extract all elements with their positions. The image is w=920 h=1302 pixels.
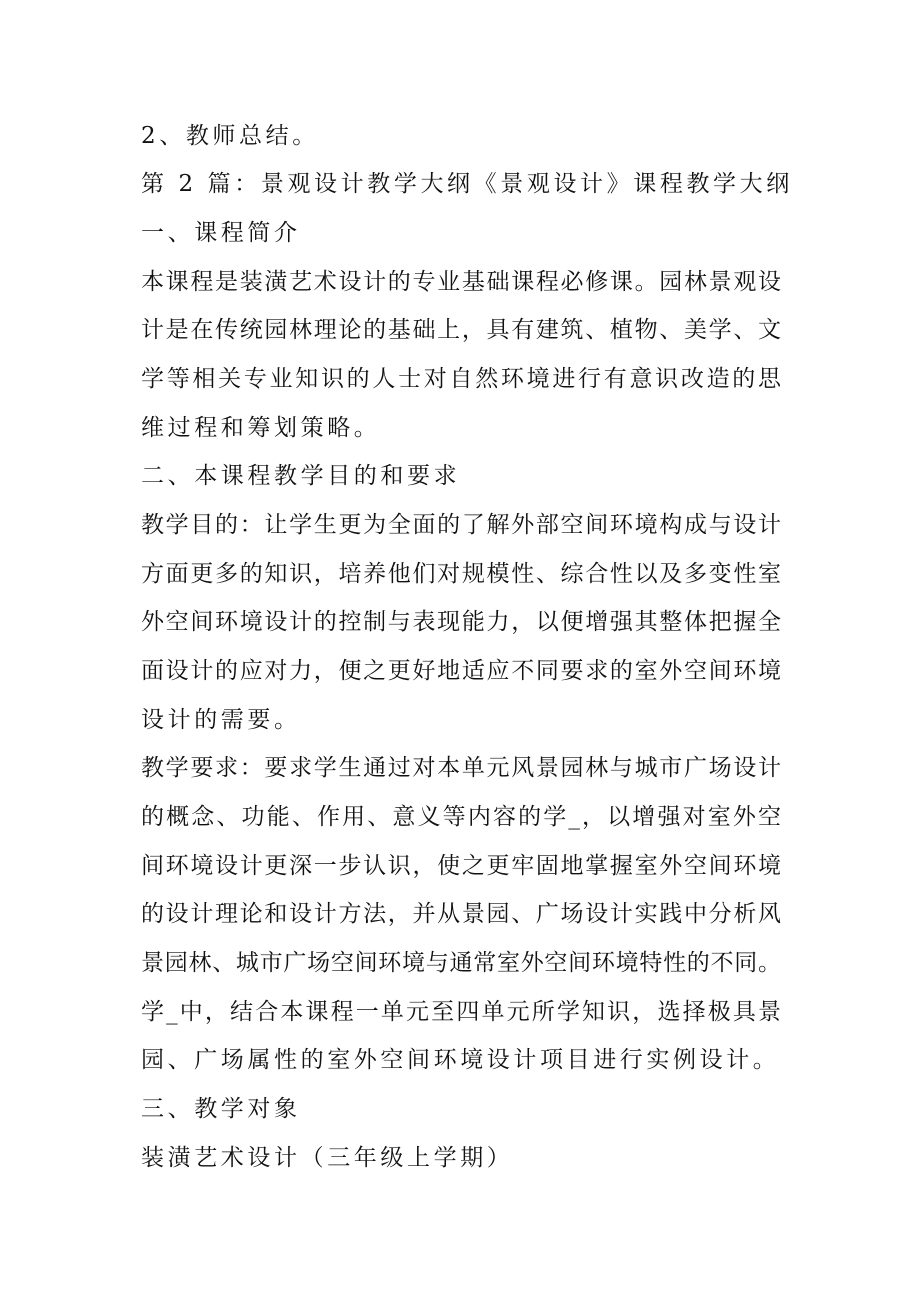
text-line: 教学目的：让学生更为全面的了解外部空间环境构成与设计 [141,512,781,538]
text-line: 景园林、城市广场空间环境与通常室外空间环境特性的不同。 [141,950,781,976]
section-heading: 一、课程简介 [141,220,301,246]
section-heading: 二、本课程教学目的和要求 [141,463,461,489]
text-line: 方面更多的知识，培养他们对规模性、综合性以及多变性室 [141,561,781,587]
text-line: 学等相关专业知识的人士对自然环境进行有意识改造的思 [141,366,781,392]
text-line: 2、教师总结。 [141,123,319,149]
text-line: 间环境设计更深一步认识，使之更牢固地掌握室外空间环境 [141,853,781,879]
text-line: 设计的需要。 [141,707,301,733]
section-heading: 三、教学对象 [141,1096,301,1122]
text-line: 本课程是装潢艺术设计的专业基础课程必修课。园林景观设 [141,269,781,295]
text-line: 学_中，结合本课程一单元至四单元所学知识，选择极具景 [141,999,781,1025]
text-line: 面设计的应对力，便之更好地适应不同要求的室外空间环境 [141,658,781,684]
text-line: 教学要求：要求学生通过对本单元风景园林与城市广场设计 [141,755,781,781]
text-line: 的设计理论和设计方法，并从景园、广场设计实践中分析风 [141,901,781,927]
text-line: 园、广场属性的室外空间环境设计项目进行实例设计。 [141,1047,780,1073]
text-line: 外空间环境设计的控制与表现能力，以便增强其整体把握全 [141,609,781,635]
text-line: 计是在传统园林理论的基础上，具有建筑、植物、美学、文 [141,317,781,343]
text-line: 装潢艺术设计（三年级上学期） [141,1145,514,1171]
section-heading: 第 2 篇：景观设计教学大纲《景观设计》课程教学大纲 [141,171,793,197]
text-line: 的概念、功能、作用、意义等内容的学_，以增强对室外空 [141,804,781,830]
text-line: 维过程和筹划策略。 [141,415,381,441]
